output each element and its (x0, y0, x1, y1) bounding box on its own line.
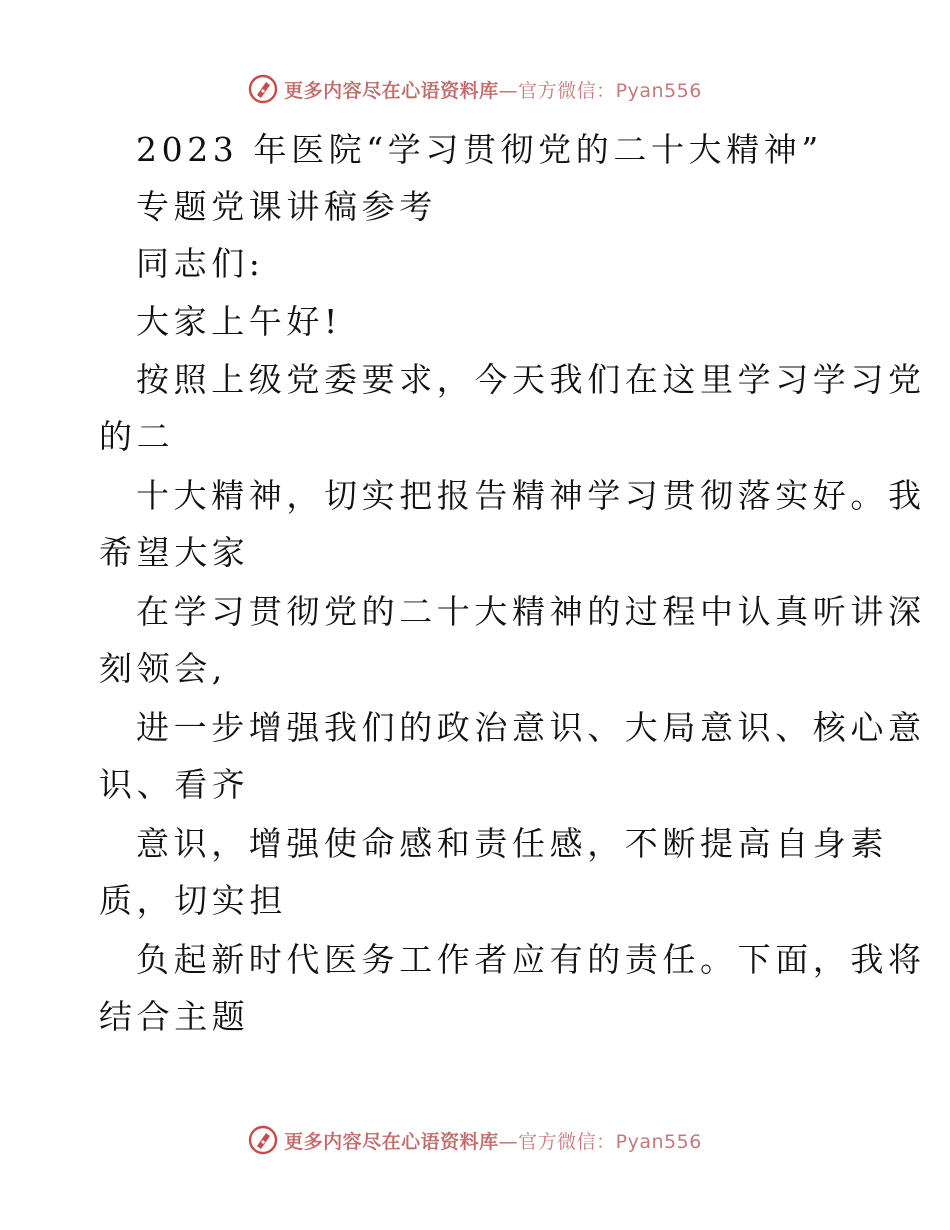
document-title-line-1: 2023 年医院“学习贯彻党的二十大精神” (136, 130, 823, 169)
paragraph-line: 刻领会, (99, 649, 227, 688)
footer-watermark (0, 1123, 950, 1157)
paragraph-line: 的二 (99, 417, 175, 456)
watermark-contact: 官方微信：Pyan556 (518, 1130, 702, 1153)
watermark-text (284, 76, 702, 103)
paragraph-line: 按照上级党委要求，今天我们在这里学习学习党 (136, 360, 926, 399)
paragraph-line: 识、看齐 (99, 765, 250, 804)
paragraph-line: 希望大家 (99, 533, 250, 572)
paragraph-line: 质，切实担 (99, 881, 287, 920)
paragraph-line: 结合主题 (99, 997, 250, 1036)
paragraph-line: 在学习贯彻党的二十大精神的过程中认真听讲深 (136, 592, 926, 631)
document-title-line-2: 专题党课讲稿参考 (136, 187, 437, 226)
watermark-text (284, 1127, 702, 1154)
pen-nib-circle-icon (248, 1125, 278, 1155)
pen-nib-circle-icon (248, 74, 278, 104)
paragraph-line: 意识，增强使命感和责任感，不断提高自身素 (136, 824, 888, 863)
salutation: 同志们: (136, 244, 265, 283)
header-watermark (0, 72, 950, 106)
paragraph-line: 十大精神，切实把报告精神学习贯彻落实好。我 (136, 476, 926, 515)
watermark-separator: — (498, 1130, 519, 1153)
watermark-brand: 更多内容尽在心语资料库 (284, 1130, 499, 1153)
greeting: 大家上午好! (136, 302, 342, 341)
watermark-separator: — (498, 79, 519, 102)
paragraph-line: 负起新时代医务工作者应有的责任。下面，我将 (136, 940, 926, 979)
watermark-contact: 官方微信：Pyan556 (518, 79, 702, 102)
paragraph-line: 进一步增强我们的政治意识、大局意识、核心意 (136, 708, 926, 747)
watermark-brand: 更多内容尽在心语资料库 (284, 79, 499, 102)
